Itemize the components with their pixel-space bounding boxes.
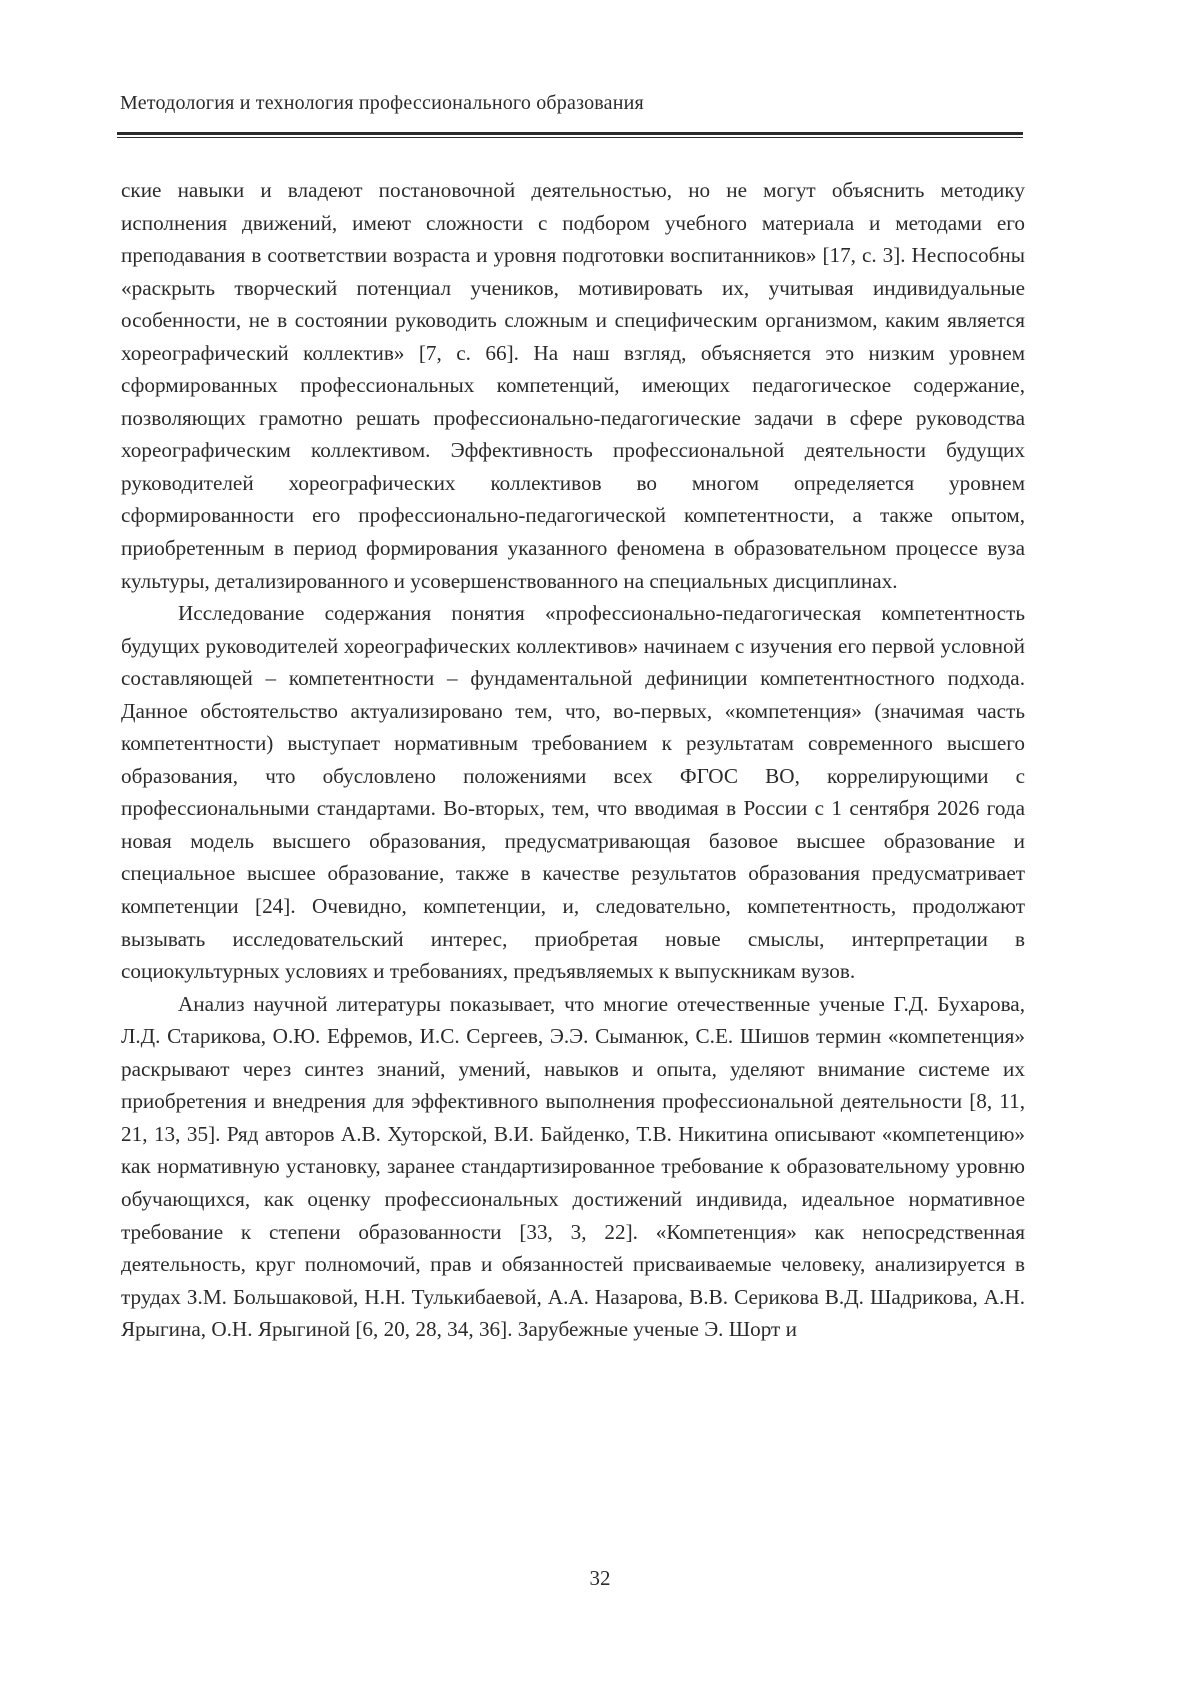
page-number: 32 — [589, 1566, 611, 1590]
running-header-title: Методология и технология профессионального образования — [120, 92, 644, 114]
body-paragraph-1: ские навыки и владеют постановочной деятельностью, но не могут объяснить методику исполнения движений, имеют сложности с подбором учебного материала и методами его преподавания в соответствии возраста и уровня подготовки воспитанников» [17, с. 3]. Неспособны «раскрыть творческий потенциал учеников, мотивировать их, учитывая индивидуальные особенности, не в состоянии руководить сложным и специфическим организмом, каким является хореографический коллектив» [7, с. 66]. На наш взгляд, объясняется это низким уровнем сформированных профессиональных компетенций, имеющих педагогическое содержание, позволяющих грамотно решать профессионально-педагогические задачи в сфере руководства хореографическим коллективом. Эффективность профессиональной деятельности будущих руководителей хореографических коллективов во многом определяется уровнем сформированности его профессионально-педагогической компетентности, а также опытом, приобретенным в период формирования указанного феномена в образовательном процессе вуза культуры, детализированного и усовершенствованного на специальных дисциплинах. — [121, 178, 1025, 593]
header-rule-thin — [117, 137, 1023, 138]
header-rule-thick — [117, 132, 1023, 135]
body-paragraph-3: Анализ научной литературы показывает, что многие отечественные ученые Г.Д. Бухарова, Л.Д. Старикова, О.Ю. Ефремов, И.С. Сергеев, Э.Э. Сыманюк, С.Е. Шишов термин «компетенция» раскрывают через синтез знаний, умений, навыков и опыта, уделяют внимание системе их приобретения и внедрения для эффективного выполнения профессиональной деятельности [8, 11, 21, 13, 35]. Ряд авторов А.В. Хуторской, В.И. Байденко, Т.В. Никитина описывают «компетенцию» как нормативную установку, заранее стандартизированное требование к образовательному уровню обучающихся, как оценку профессиональных достижений индивида, идеальное нормативное требование к степени образованности [33, 3, 22]. «Компетенция» как непосредственная деятельность, круг полномочий, прав и обязанностей присваиваемые человеку, анализируется в трудах З.М. Большаковой, Н.Н. Тулькибаевой, А.А. Назарова, В.В. Серикова В.Д. Шадрикова, А.Н. Ярыгина, О.Н. Ярыгиной [6, 20, 28, 34, 36]. Зарубежные ученые Э. Шорт и — [121, 991, 1025, 1342]
body-paragraph-2: Исследование содержания понятия «профессионально-педагогическая компетентность будущих руководителей хореографических коллективов» начинаем с изучения его первой условной составляющей – компетентности – фундаментальной дефиниции компетентностного подхода. Данное обстоятельство актуализировано тем, что, во-первых, «компетенция» (значимая часть компетентности) выступает нормативным требованием к результатам современного высшего образования, что обусловлено положениями всех ФГОС ВО, коррелирующими с профессиональными стандартами. Во-вторых, тем, что вводимая в России с 1 сентября 2026 года новая модель высшего образования, предусматривающая базовое высшее образование и специальное высшее образование, также в качестве результатов образования предусматривает компетенции [24]. Очевидно, компетенции, и, следовательно, компетентность, продолжают вызывать исследовательский интерес, приобретая новые смыслы, интерпретации в социокультурных условиях и требованиях, предъявляемых к выпускникам вузов. — [121, 601, 1025, 984]
article-body — [121, 174, 1025, 1346]
